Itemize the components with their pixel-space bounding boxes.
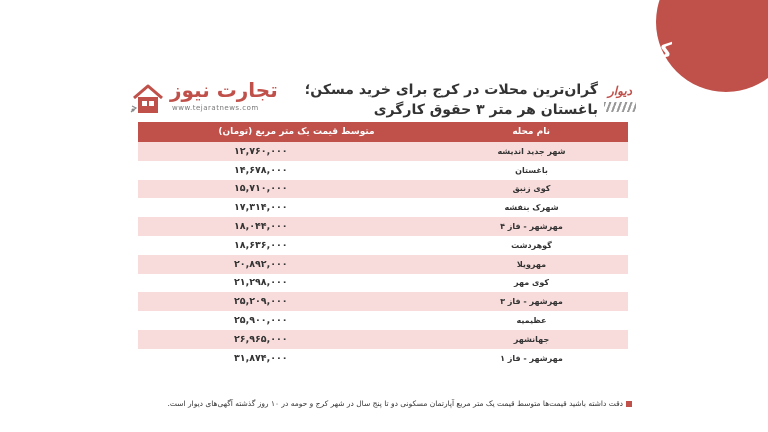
divar-stripes	[604, 102, 636, 112]
price-cell: ۱۸,۰۴۴,۰۰۰	[234, 221, 288, 233]
table-body	[138, 142, 628, 368]
divar-logo	[602, 84, 638, 112]
divar-logo-text: دیوار	[607, 84, 632, 98]
brand-name: تجارت نیوز	[170, 78, 278, 102]
price-cell: ۱۷,۳۱۴,۰۰۰	[234, 202, 288, 214]
header-price: متوسط قیمت یک متر مربع (تومان)	[218, 127, 375, 137]
table-row	[138, 349, 628, 368]
neighborhood-cell: باغستان	[515, 165, 548, 175]
neighborhood-cell: کوی زنبق	[512, 184, 551, 194]
price-cell: ۱۴,۶۷۸,۰۰۰	[234, 164, 288, 176]
bullet-square-icon	[626, 401, 632, 407]
footnote	[167, 399, 632, 408]
house-icon	[130, 82, 166, 116]
table-row	[138, 274, 628, 293]
neighborhood-cell: عظیمیه	[516, 316, 547, 326]
title-line-1: گران‌ترین محلات در کرج برای خرید مسکن؛	[304, 82, 598, 98]
price-cell: ۲۰,۸۹۲,۰۰۰	[234, 258, 288, 270]
brand-url: www.tejaratnews.com	[172, 104, 259, 112]
price-table	[138, 122, 628, 368]
neighborhood-cell: شهرک بنفشه	[504, 203, 559, 213]
page-title	[305, 80, 598, 120]
neighborhood-cell: گوهردشت	[511, 240, 552, 250]
price-cell: ۳۱,۸۷۴,۰۰۰	[234, 352, 288, 364]
table-row	[138, 330, 628, 349]
price-cell: ۲۱,۲۹۸,۰۰۰	[234, 277, 288, 289]
brand-logo	[130, 78, 278, 118]
footnote-text: دقت داشته باشید قیمت‌ها متوسط قیمت یک متر مربع آپارتمان مسکونی دو تا پنج سال در شهر کرج و حومه در ۱۰ روز گذشته آگهی‌های دیوار است.	[167, 399, 623, 408]
price-cell: ۲۵,۹۰۰,۰۰۰	[234, 315, 288, 327]
price-cell: ۱۲,۷۶۰,۰۰۰	[234, 145, 288, 157]
price-cell: ۲۶,۹۶۵,۰۰۰	[234, 333, 288, 345]
neighborhood-cell: مهرشهر - فاز ۱	[500, 353, 563, 363]
city-label: کرج	[633, 38, 672, 62]
table-row	[138, 217, 628, 236]
table-row	[138, 198, 628, 217]
corner-badge	[656, 0, 768, 92]
table-row	[138, 142, 628, 161]
price-cell: ۲۵,۲۰۹,۰۰۰	[234, 296, 288, 308]
neighborhood-cell: کوی مهر	[514, 278, 549, 288]
neighborhood-cell: جهانشهر	[513, 334, 550, 344]
price-cell: ۱۵,۷۱۰,۰۰۰	[234, 183, 288, 195]
neighborhood-cell: شهر جدید اندیشه	[497, 146, 566, 156]
neighborhood-cell: مهرشهر - فاز ۴	[500, 222, 563, 232]
title-line-2: باغستان هر متر ۳ حقوق کارگری	[373, 102, 598, 118]
table-row	[138, 236, 628, 255]
table-row	[138, 180, 628, 199]
header-neighborhood: نام محله	[512, 127, 550, 137]
table-row	[138, 161, 628, 180]
table-row	[138, 292, 628, 311]
table-header-row	[138, 122, 628, 142]
table-row	[138, 255, 628, 274]
table-row	[138, 311, 628, 330]
neighborhood-cell: مهرشهر - فاز ۳	[500, 297, 563, 307]
price-cell: ۱۸,۶۳۶,۰۰۰	[234, 239, 288, 251]
neighborhood-cell: مهرویلا	[516, 259, 547, 269]
